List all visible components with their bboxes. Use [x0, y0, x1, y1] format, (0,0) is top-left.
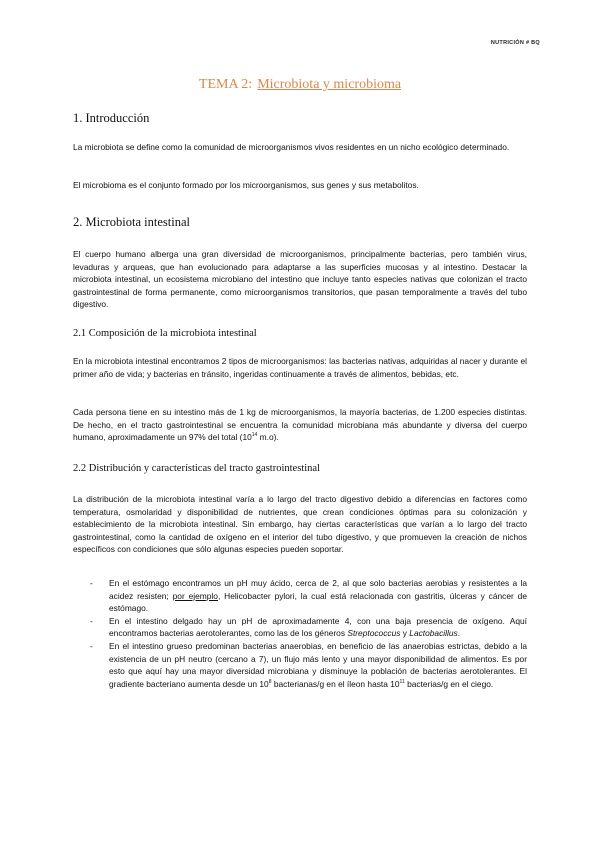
- page-title: [0, 77, 600, 93]
- title-prefix: TEMA 2:: [198, 77, 253, 92]
- title-link[interactable]: Microbiota y microbioma: [257, 77, 402, 92]
- superscript: 14: [251, 432, 258, 439]
- paragraph-microbiota-intestinal: El cuerpo humano alberga una gran diversidad de microorganismos, principalmente bacterias, pero también virus, levaduras y arqueas, que han evolucionado para adaptarse a las superficies mucosas y al intestino. Destacar la microbiota intestinal, un ecosistema microbiano del intestino que incluye tanto especies nativas que colonizan el tracto gastrointestinal de forma permanente, como microorganismos transitorios, que pasan temporalmente a través del tubo digestivo.: [73, 249, 527, 310]
- text-segment: m.o).: [257, 432, 279, 443]
- text-segment: En el estómago encontramos un pH muy ácido, cerca de 2, al que solo bacterias aerobias y resistentes a la acidez resisten;: [109, 578, 527, 601]
- text-segment: bacterianas/g en el íleon hasta 10: [271, 678, 400, 689]
- genus-name: Lactobacillus: [409, 628, 458, 639]
- text-segment: En el intestino grueso predominan bacterias anaerobias, en beneficio de las anaerobias estrictas, debido a la existencia de un pH neutro (cercano a 7), un flujo más lento y una mayor disponibilidad de alimentos. Es por esto que aquí hay una mayor diversidad microbiana y disminuye la población de bacterias aerotolerantes. El gradiente bacteriano aumenta desde un 10: [109, 640, 527, 689]
- text-segment: y: [400, 628, 410, 639]
- list-item: [73, 640, 527, 690]
- paragraph-cantidad-microorganismos: [73, 406, 527, 444]
- superscript: 8: [268, 678, 272, 685]
- text-segment: En el intestino delgado hay un pH de aproximadamente 4, con una baja presencia de oxígeno. Aquí encontramos bacterias aerotolerantes, como las de los géneros: [109, 615, 527, 639]
- paragraph-microbiota-definicion: La microbiota se define como la comunidad de microorganismos vivos residentes en un nicho ecológico determinado.: [73, 142, 510, 152]
- bullet-list: [73, 577, 527, 690]
- text-segment: .: [457, 628, 461, 639]
- bullet-dash: -: [90, 615, 93, 626]
- text-segment: bacterias/g en el ciego.: [404, 678, 494, 689]
- paragraph-microbioma-definicion: El microbioma es el conjunto formado por los microorganismos, sus genes y sus metabolitos.: [73, 180, 419, 190]
- genus-name: Streptococcus: [347, 628, 401, 639]
- text-segment: Cada persona tiene en su intestino más de 1 kg de microorganismos, la mayoría bacterias, de 1.200 especies distintas. De hecho, en el tracto gastrointestinal se encuentra la comunidad microbiana más abundante y diversa del cuerpo humano, aproximadamente un 97% del total (10: [73, 407, 527, 443]
- bullet-dash: -: [90, 578, 93, 588]
- heading-microbiota-intestinal: 2. Microbiota intestinal: [73, 215, 190, 229]
- paragraph-distribucion: La distribución de la microbiota intestinal varía a lo largo del tracto digestivo debido a diferencias en factores como temperatura, osmolaridad y disponibilidad de nutrientes, que crean condiciones óptimas para su colonización y establecimiento de la microbiota intestinal. Sin embargo, hay ciertas características que varían a lo largo del tracto gastrointestinal, como la cantidad de oxígeno en el interior del tubo digestivo, y que promueven la creación de nichos específicos con condiciones que sólo algunas especies pueden soportar.: [73, 494, 527, 555]
- heading-distribucion: 2.2 Distribución y características del tracto gastrointestinal: [73, 463, 320, 474]
- bullet-dash: -: [90, 640, 93, 651]
- superscript: 11: [399, 678, 405, 685]
- list-item: [73, 577, 527, 615]
- paragraph-tipos-microorganismos: En la microbiota intestinal encontramos 2 tipos de microorganismos: las bacterias nativas, adquiridas al nacer y durante el primer año de vida; y bacterias en tránsito, ingeridas continuamente a través de alimentos, bebidas, etc.: [73, 356, 527, 379]
- underlined-link[interactable]: por ejemplo: [172, 590, 218, 601]
- text-segment: , Helicobacter pylori, la cual está relacionada con gastritis, úlceras y cáncer de estómago.: [109, 590, 528, 614]
- heading-composicion: 2.1 Composición de la microbiota intestinal: [73, 328, 257, 339]
- list-item: [73, 615, 527, 640]
- page-header: NUTRICIÓN # BQ: [490, 40, 540, 46]
- heading-introduccion: 1. Introducción: [73, 111, 150, 125]
